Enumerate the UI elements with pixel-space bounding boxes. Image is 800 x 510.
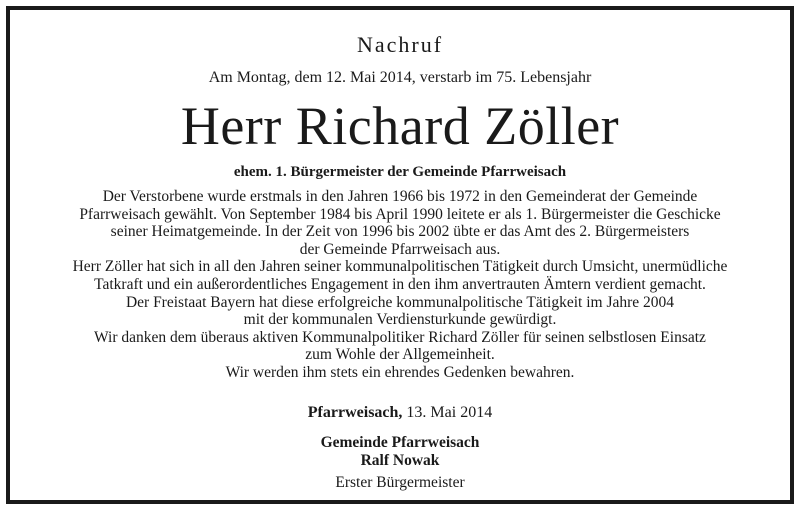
body-line: zum Wohle der Allgemeinheit. [305,346,495,364]
place-date-line [10,403,790,423]
signature-organization: Gemeinde Pfarrweisach [320,434,480,451]
deceased-name: Herr Richard Zöller [180,96,620,156]
body-line: Der Verstorbene wurde erstmals in den Jahren 1966 bis 1972 in den Gemeinderat der Gemeinde [102,188,698,205]
body-line: Pfarrweisach gewählt. Von September 1984 bis April 1990 leitete er als 1. Bürgermeister die Geschicke [79,205,721,223]
body-line: Herr Zöller hat sich in all den Jahren seiner kommunalpolitischen Tätigkeit durch Umsicht, unermüdliche [72,258,728,276]
signature-person: Ralf Nowak [360,452,440,469]
body-line: mit der kommunalen Verdiensturkunde gewürdigt. [243,311,557,329]
notice-frame [6,6,794,504]
deceased-role: ehem. 1. Bürgermeister der Gemeinde Pfarrweisach [233,164,567,180]
notice-date: 13. Mai 2014 [402,404,493,421]
death-date-line: Am Montag, dem 12. Mai 2014, verstarb im 75. Lebensjahr [208,69,592,86]
body-line: Wir danken dem überaus aktiven Kommunalpolitiker Richard Zöller für seinen selbstlosen Einsatz [94,328,706,346]
signature-title: Erster Bürgermeister [335,474,465,491]
body-line: Wir werden ihm stets ein ehrendes Gedenken bewahren. [225,363,575,381]
body-line: der Gemeinde Pfarrweisach aus. [299,240,501,258]
signature-block [10,434,790,492]
body-line: Tatkraft und ein außerordentliches Engagement in den ihm anvertrauten Ämtern verdient gemacht. [94,275,706,293]
notice-heading: Nachruf [356,32,444,57]
notice-body [10,188,790,382]
body-line: Der Freistaat Bayern hat diese erfolgreiche kommunalpolitische Tätigkeit im Jahre 2004 [125,293,675,311]
body-line: seiner Heimatgemeinde. In der Zeit von 1996 bis 2002 übte er das Amt des 2. Bürgermeisters [110,223,690,241]
place-name: Pfarrweisach, [307,404,403,421]
